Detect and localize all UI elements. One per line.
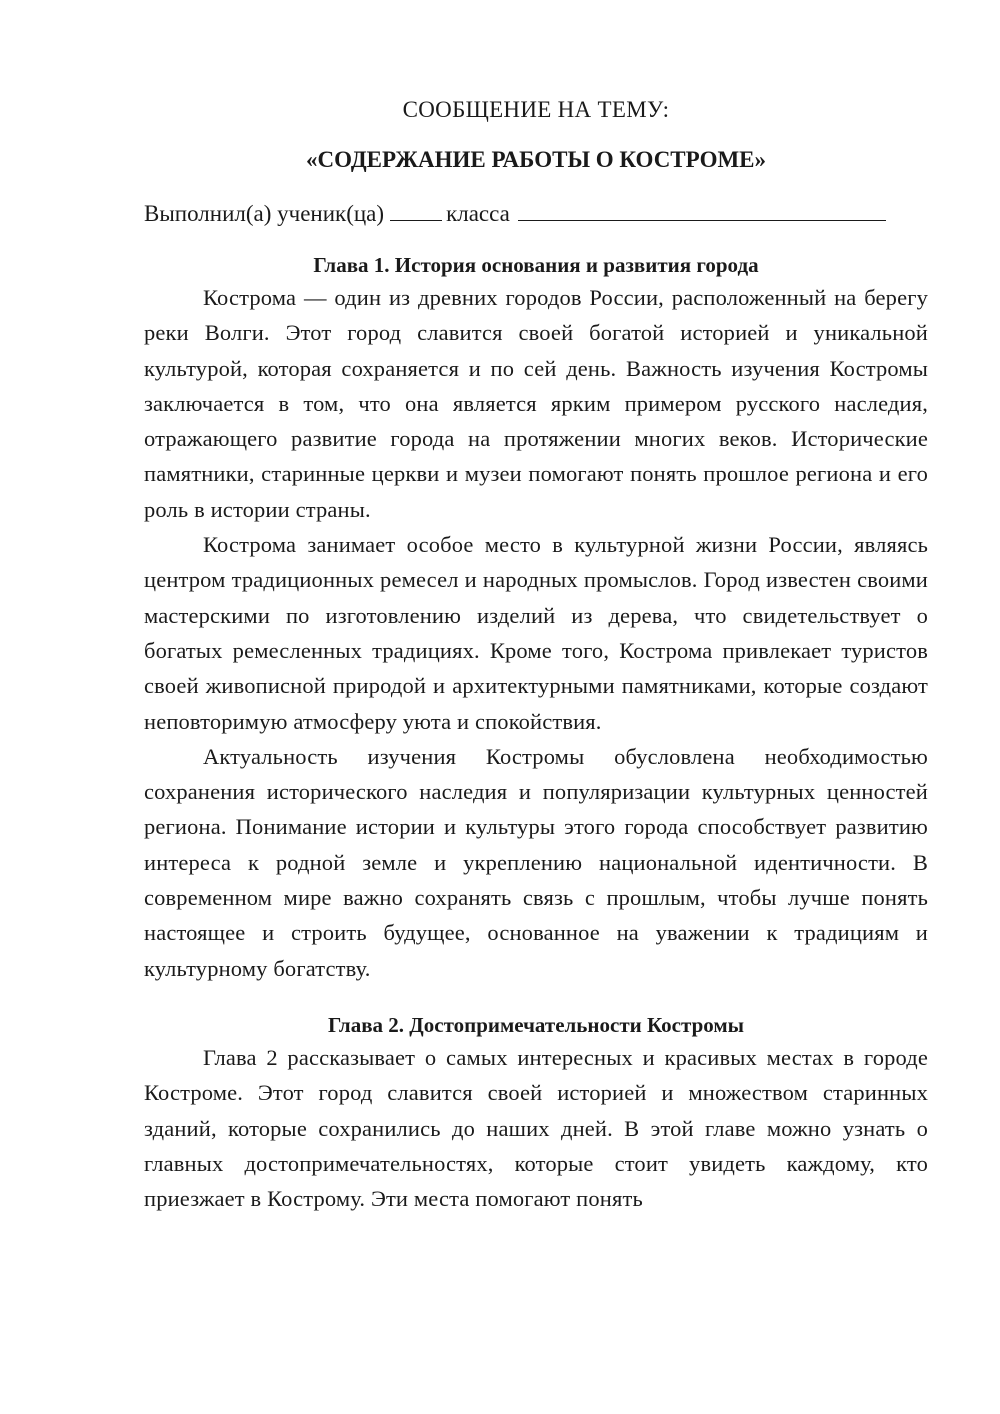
student-name-blank [518,200,886,221]
chapter-1-paragraph-3: Актуальность изучения Костромы обусловлена необходимостью сохранения исторического наследия и популяризации культурных ценностей региона. Понимание истории и культуры этого города способствует развитию интереса к родной земле и укреплению национальной идентичности. В современном мире важно сохранять связь с прошлым, чтобы лучше понять настоящее и строить будущее, основанное на уважении к традициям и культурному богатству. [144,743,928,981]
class-number-blank [390,200,442,221]
document-page [144,94,928,1216]
document-title-line1: СООБЩЕНИЕ НА ТЕМУ: [402,97,670,122]
student-prefix-label: Выполнил(а) ученик(ца) [144,201,385,226]
chapter-1-paragraph-1: Кострома — один из древних городов России, расположенный на берегу реки Волги. Этот город славится своей богатой историей и уникальной культурой, которая сохраняется и по сей день. Важность изучения Костромы заключается в том, что она является ярким примером русского наследия, отражающего развитие города на протяжении многих веков. Исторические памятники, старинные церкви и музеи помогают понять прошлое региона и его роль в истории страны. [144,285,928,522]
chapter-1-paragraph-2: Кострома занимает особое место в культурной жизни России, являясь центром традиционных ремесел и народных промыслов. Город известен своими мастерскими по изготовлению изделий из дерева, что свидетельствует о богатых ремесленных традициях. Кроме того, Кострома привлекает туристов своей живописной природой и архитектурными памятниками, которые создают неповторимую атмосферу уюта и спокойствия. [144,532,928,734]
chapter-1-heading: Глава 1. История основания и развития города [313,253,759,277]
document-title-topic: «СОДЕРЖАНИЕ РАБОТЫ О КОСТРОМЕ» [305,147,767,172]
student-info-line [144,198,928,230]
class-word-label: класса [446,201,510,226]
chapter-2-heading: Глава 2. Достопримечательности Костромы [327,1012,745,1037]
chapter-2-paragraph-1: Глава 2 рассказывает о самых интересных и красивых местах в городе Костроме. Этот город славится своей историей и множеством старинных зданий, которые сохранились до наших дней. В этой главе можно узнать о главных достопримечательностях, которые стоит увидеть каждому, кто приезжает в Кострому. Эти места помогают понять [144,1044,928,1212]
